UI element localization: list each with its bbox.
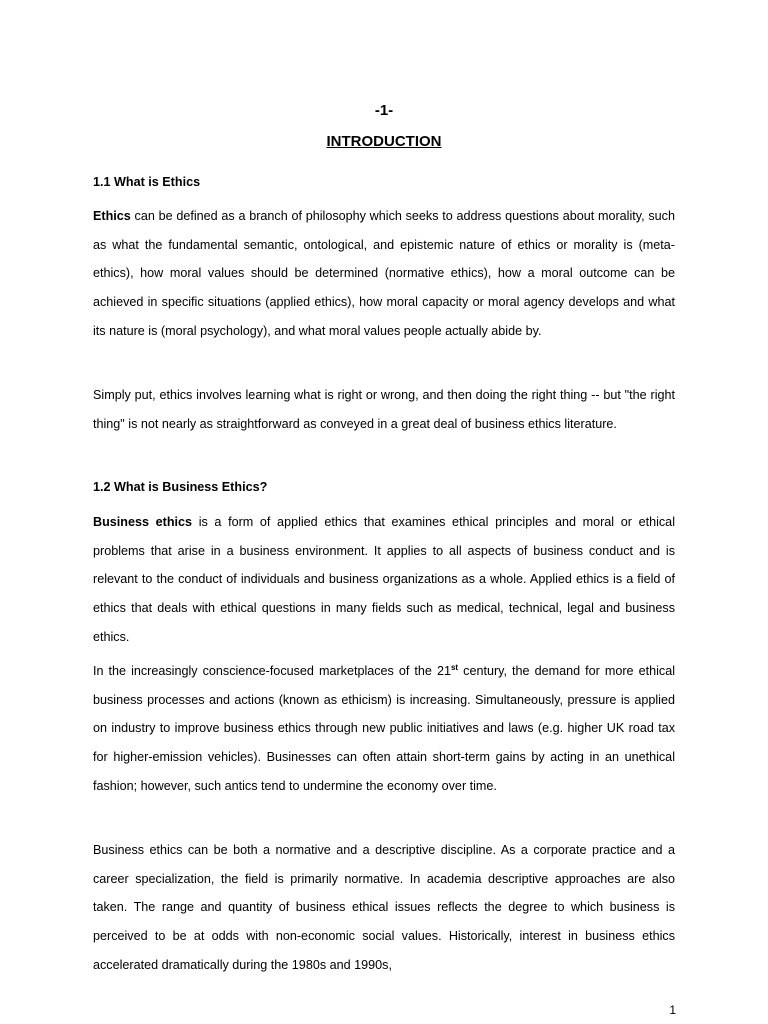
- paragraph-text-end: century, the demand for more ethical business processes and actions (known as ethicism) is increasing. Simultaneously, pressure is applied on industry to improve business ethics through new public initiatives and laws (e.g. higher UK road tax for higher-emission vehicles). Businesses can often attain short-term gains by acting in an unethical fashion; however, such antics tend to undermine the economy over time.: [93, 664, 675, 793]
- business-ethics-term: Business ethics: [93, 515, 193, 529]
- section-1-1-heading: 1.1 What is Ethics: [93, 175, 201, 189]
- paragraph-text-start: In the increasingly conscience-focused marketplaces of the 21: [93, 664, 451, 678]
- ethics-term: Ethics: [93, 209, 131, 223]
- section-1-2-paragraph-2: [93, 657, 675, 801]
- ethics-definition-text: can be defined as a branch of philosophy which seeks to address questions about morality, such as what the fundamental semantic, ontological, and epistemic nature of ethics or morality is (meta-ethics), how moral values should be determined (normative ethics), how a moral outcome can be achieved in specific situations (applied ethics), how moral capacity or moral agency develops and what its nature is (moral psychology), and what moral values people actually abide by.: [93, 209, 675, 338]
- section-1-2-paragraph-1: [93, 508, 675, 652]
- ordinal-superscript: st: [450, 662, 459, 672]
- page-title: INTRODUCTION: [326, 133, 442, 150]
- page-number: 1: [669, 1003, 676, 1017]
- page-marker: -1-: [374, 102, 394, 119]
- section-1-1-paragraph-2: Simply put, ethics involves learning what is right or wrong, and then doing the right thing -- but "the right thing" is not nearly as straightforward as conveyed in a great deal of business ethics literature.: [93, 388, 675, 431]
- business-ethics-definition-text: is a form of applied ethics that examines ethical principles and moral or ethical problems that arise in a business environment. It applies to all aspects of business conduct and is relevant to the conduct of individuals and business organizations as a whole. Applied ethics is a field of ethics that deals with ethical questions in many fields such as medical, technical, legal and business ethics.: [93, 515, 675, 644]
- section-1-2-heading: 1.2 What is Business Ethics?: [93, 480, 268, 494]
- section-1-1-paragraph-1: [93, 202, 675, 346]
- section-1-2-paragraph-3: Business ethics can be both a normative and a descriptive discipline. As a corporate practice and a career specialization, the field is primarily normative. In academia descriptive approaches are also taken. The range and quantity of business ethical issues reflects the degree to which business is perceived to be at odds with non-economic social values. Historically, interest in business ethics accelerated dramatically during the 1980s and 1990s,: [93, 843, 675, 972]
